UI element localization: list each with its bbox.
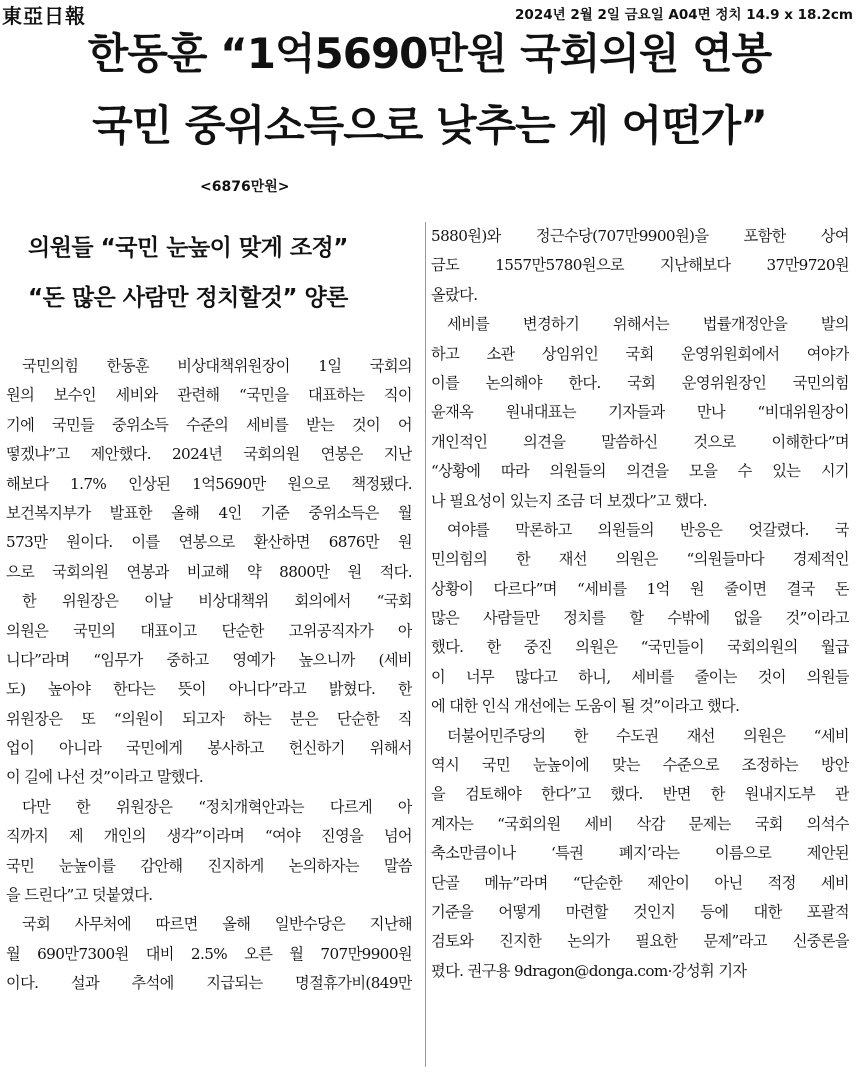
article-line: 기에 국민들 중위소득 수준의 세비를 받는 것이 어 [6, 415, 412, 434]
article-line: 이 길에 나선 것”이라고 말했다. [6, 768, 204, 787]
article-line: 직까지 제 개인의 생각”이라며 “여야 진영을 넘어 [6, 827, 412, 846]
dateline: 2024년 2월 2일 금요일 A04면 정치 14.9 x 18.2cm [515, 7, 853, 23]
article-line: 많은 사람들만 정치를 할 수밖에 없을 것”이라고 [431, 609, 849, 628]
article-line: 한 위원장은 이날 비상대책위 회의에서 “국회 [22, 592, 412, 611]
article-line: 떻겠냐”고 제안했다. 2024년 국회의원 연봉은 지난 [6, 445, 412, 464]
article-line: 윤재옥 원내대표는 기자들과 만나 “비대위원장이 [431, 403, 849, 422]
article-right-column [431, 222, 849, 986]
headline-note: <6876만원> [200, 179, 290, 195]
article-line: 월 690만7300원 대비 2.5% 오른 월 707만9900원 [6, 944, 412, 963]
article-line: 이다. 설과 추석에 지급되는 명절휴가비(849만 [6, 974, 412, 993]
article-line: 단골 메뉴”라며 “단순한 제안이 아닌 적정 세비 [431, 873, 849, 892]
column-divider [425, 222, 426, 1067]
article-line: 다만 한 위원장은 “정치개혁안과는 다르게 아 [22, 797, 412, 816]
headline-line-2: 국민 중위소득으로 낮추는 게 어떤가” [92, 101, 767, 150]
article-line: 민의힘의 한 재선 의원은 “의원들마다 경제적인 [431, 550, 849, 569]
article-line: 국민의힘 한동훈 비상대책위원장이 1일 국회의 [22, 357, 412, 375]
article-line: 역시 국민 눈높이에 맞는 수준으로 조정하는 방안 [431, 756, 849, 775]
article-line: 해보다 1.7% 인상된 1억5690만 원으로 책정됐다. [6, 474, 412, 493]
article-line: 나 필요성이 있는지 조금 더 보겠다”고 했다. [431, 491, 707, 510]
article-line: 업이 아니라 국민에게 봉사하고 헌신하기 위해서 [6, 739, 412, 758]
article-line: “상황에 따라 의원들의 의견을 모을 수 있는 시기 [431, 462, 849, 481]
article-line: 이를 논의해야 한다. 국회 운영위원장인 국민의힘 [431, 373, 849, 392]
article-line: 의원은 국민의 대표이고 단순한 고위공직자가 아 [6, 621, 412, 640]
article-line: 금도 1557만5780원으로 지난해보다 37만9720원 [431, 256, 849, 275]
article-left-column [6, 352, 412, 999]
article-line: 폈다. 권구용 9dragon@donga.com·강성휘 기자 [431, 961, 747, 980]
article-line: 에 대한 인식 개선에는 도움이 될 것”이라고 했다. [431, 697, 740, 716]
article-line: 검토와 진지한 논의가 필요한 문제”라고 신중론을 [431, 932, 849, 951]
article-line: 계자는 “국회의원 세비 삭감 문제는 국회 의석수 [431, 814, 849, 833]
article-line: 을 검토해야 한다”고 했다. 반면 한 원내지도부 관 [431, 785, 849, 804]
newspaper-masthead: 東亞日報 [2, 4, 86, 28]
page-header [0, 0, 859, 28]
article-line: 했다. 한 중진 의원은 “국민들이 국회의원의 월급 [431, 638, 849, 657]
article-line: 국회 사무처에 따르면 올해 일반수당은 지난해 [22, 915, 412, 934]
article-line: 5880원)와 정근수당(707만9900원)을 포함한 상여 [431, 227, 849, 245]
subheadline-2: “돈 많은 사람만 정치할것” 양론 [28, 285, 348, 311]
article-line: 여야를 막론하고 의원들의 반응은 엇갈렸다. 국 [447, 520, 849, 539]
article-line: 세비를 변경하기 위해서는 법률개정안을 발의 [447, 315, 849, 334]
article-line: 위원장은 또 “의원이 되고자 하는 분은 단순한 직 [6, 709, 412, 728]
article-line: 573만 원이다. 이를 연봉으로 환산하면 6876만 원 [6, 533, 412, 552]
article-line: 보건복지부가 발표한 올해 4인 기준 중위소득은 월 [6, 503, 412, 522]
article-line: 기준을 어떻게 마련할 것인지 등에 대한 포괄적 [431, 902, 849, 921]
article-line: 니다”라며 “임무가 중하고 영예가 높으니까 (세비 [6, 650, 412, 669]
article-line: 국민 눈높이를 감안해 진지하게 논의하자는 말씀 [6, 856, 412, 875]
article-line: 개인적인 의견을 말씀하신 것으로 이해한다”며 [431, 432, 849, 451]
article-line: 올랐다. [431, 285, 478, 304]
article-line: 상황이 다르다”며 “세비를 1억 원 줄이면 결국 돈 [431, 579, 849, 598]
subheadline-1: 의원들 “국민 눈높이 맞게 조정” [28, 235, 348, 261]
article-line: 도) 높아야 한다는 뜻이 아니다”라고 밝혔다. 한 [6, 680, 412, 699]
article-line: 이 너무 많다고 하니, 세비를 줄이는 것이 의원들 [431, 667, 849, 686]
article-line: 축소만큼이나 ‘특권 폐지’라는 이름으로 제안된 [431, 844, 849, 863]
article-line: 더불어민주당의 한 수도권 재선 의원은 “세비 [447, 726, 849, 745]
article-line: 을 드린다”고 덧붙였다. [6, 886, 153, 905]
article-line: 으로 국회의원 연봉과 비교해 약 8800만 원 적다. [6, 562, 412, 581]
article-line: 하고 소관 상임위인 국회 운영위원회에서 여야가 [431, 344, 849, 363]
article-line: 원의 보수인 세비와 관련해 “국민을 대표하는 직이 [6, 386, 412, 405]
headline-line-1: 한동훈 “1억5690만원 국회의원 연봉 [87, 29, 772, 78]
